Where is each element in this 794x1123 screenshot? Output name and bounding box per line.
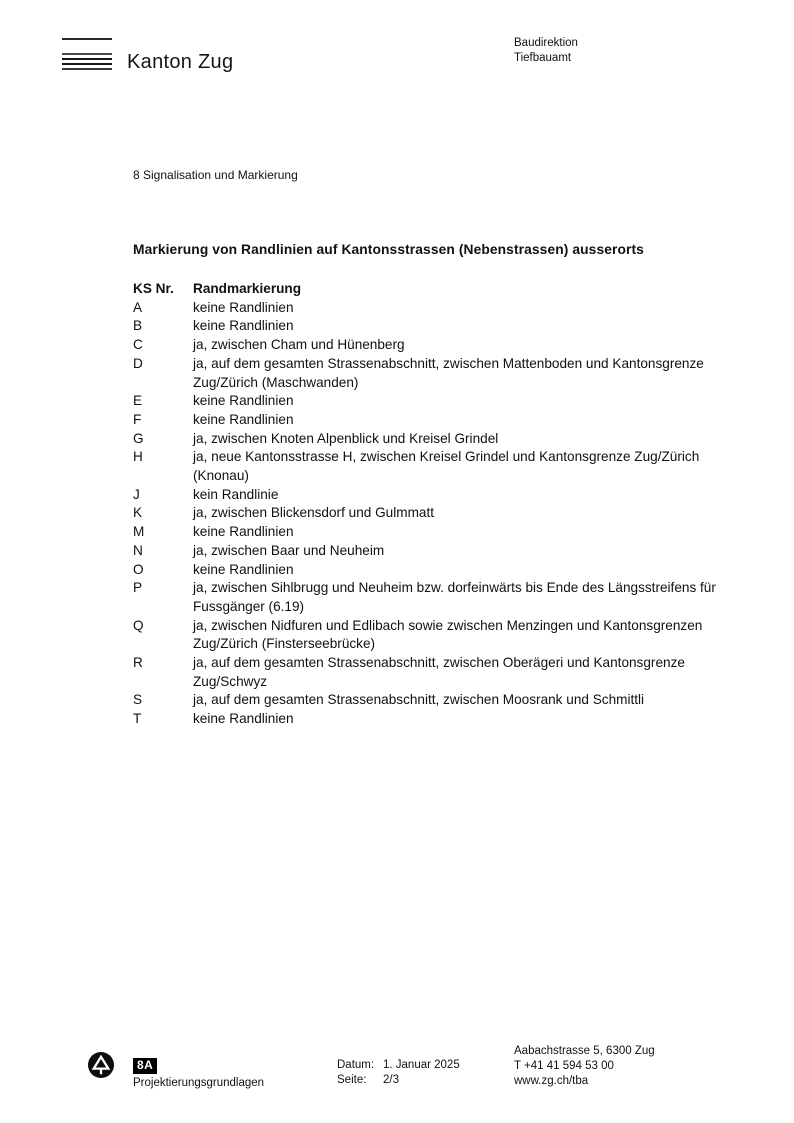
- ks-description: keine Randlinien: [193, 411, 294, 427]
- table-row: [133, 411, 733, 430]
- ks-letter: C: [133, 337, 143, 353]
- ks-description: ja, zwischen Nidfuren und Edlibach sowie zwischen Menzingen und Kantonsgrenzen Zug/Zürich (Finsterseebrücke): [193, 617, 703, 652]
- page-value: 2/3: [383, 1074, 399, 1086]
- ks-description: keine Randlinien: [193, 711, 294, 727]
- logo-stripe: [62, 53, 112, 55]
- ks-letter: J: [133, 486, 140, 502]
- table-row: [133, 299, 733, 318]
- ks-letter: R: [133, 655, 143, 671]
- table-row: [133, 486, 733, 505]
- ks-description: keine Randlinien: [193, 299, 294, 315]
- randmarkierung-table: [133, 280, 733, 729]
- logo-stripe: [62, 58, 112, 61]
- phone-line: T +41 41 594 53 00: [514, 1060, 614, 1073]
- logo-stripe: [62, 38, 112, 40]
- table-row: [133, 317, 733, 336]
- ks-letter: P: [133, 580, 143, 596]
- table-row: [133, 355, 733, 392]
- table-row: [133, 617, 733, 654]
- doc-type-label: Projektierungsgrundlagen: [133, 1077, 265, 1089]
- ks-letter: K: [133, 505, 143, 521]
- ks-description: ja, zwischen Knoten Alpenblick und Kreisel Grindel: [193, 430, 499, 446]
- ks-description: ja, zwischen Blickensdorf und Gulmmatt: [193, 505, 435, 521]
- kanton-zug-logo: [62, 38, 112, 70]
- table-row: [133, 430, 733, 449]
- footer-doc-block: [133, 1056, 264, 1089]
- ks-description: keine Randlinien: [193, 524, 294, 540]
- address-line: Aabachstrasse 5, 6300 Zug: [514, 1045, 655, 1057]
- logo-stripe: [62, 68, 112, 70]
- ks-letter: H: [133, 449, 143, 465]
- logo-stripe: [62, 63, 112, 66]
- table-row: [133, 654, 733, 691]
- header-department-block: [514, 36, 578, 66]
- ks-description: ja, auf dem gesamten Strassenabschnitt, zwischen Moosrank und Schmittli: [193, 692, 645, 708]
- table-row: [133, 504, 733, 523]
- ks-letter: A: [133, 299, 143, 315]
- table-row: [133, 579, 733, 616]
- page-row: [337, 1073, 460, 1088]
- ks-description: ja, neue Kantonsstrasse H, zwischen Kreisel Grindel und Kantonsgrenze Zug/Zürich (Knonau): [193, 449, 700, 484]
- page-title: Markierung von Randlinien auf Kantonsstrassen (Nebenstrassen) ausserorts: [133, 242, 644, 257]
- date-value: 1. Januar 2025: [383, 1059, 460, 1071]
- ks-description: ja, auf dem gesamten Strassenabschnitt, zwischen Mattenboden und Kantonsgrenze Zug/Zürich (Maschwanden): [193, 355, 704, 390]
- section-label: 8 Signalisation und Markierung: [133, 168, 298, 182]
- date-row: [337, 1058, 460, 1073]
- ks-letter: O: [133, 561, 144, 577]
- table-row: [133, 392, 733, 411]
- column-header-randmarkierung: Randmarkierung: [193, 281, 302, 296]
- up-arrow-circle-icon: [88, 1052, 114, 1078]
- ks-description: ja, zwischen Baar und Neuheim: [193, 542, 385, 558]
- department-name: Baudirektion: [514, 37, 578, 49]
- date-label: Datum:: [337, 1059, 375, 1071]
- website-line: www.zg.ch/tba: [514, 1075, 589, 1088]
- ks-letter: N: [133, 542, 143, 558]
- table-row: [133, 448, 733, 485]
- ks-letter: B: [133, 318, 143, 334]
- chapter-badge: 8A: [133, 1058, 157, 1074]
- table-row: [133, 523, 733, 542]
- table-row: [133, 691, 733, 710]
- ks-letter: F: [133, 411, 142, 427]
- table-row: [133, 561, 733, 580]
- column-header-ks-nr: KS Nr.: [133, 281, 174, 296]
- ks-letter: D: [133, 355, 143, 371]
- table-row: [133, 710, 733, 729]
- ks-letter: S: [133, 692, 143, 708]
- table-row: [133, 542, 733, 561]
- ks-description: keine Randlinien: [193, 393, 294, 409]
- ks-description: keine Randlinien: [193, 318, 294, 334]
- ks-description: keine Randlinien: [193, 561, 294, 577]
- office-name: Tiefbauamt: [514, 52, 572, 64]
- footer-contact-block: [514, 1044, 655, 1090]
- ks-letter: Q: [133, 617, 144, 633]
- table-header-row: [133, 280, 733, 299]
- ks-description: ja, auf dem gesamten Strassenabschnitt, zwischen Oberägeri und Kantonsgrenze Zug/Schwyz: [193, 655, 685, 689]
- ks-letter: E: [133, 393, 143, 409]
- ks-description: ja, zwischen Sihlbrugg und Neuheim bzw. dorfeinwärts bis Ende des Längsstreifens für Fussgänger (6.19): [193, 580, 716, 614]
- org-name: Kanton Zug: [127, 51, 234, 73]
- ks-letter: T: [133, 711, 142, 727]
- ks-description: kein Randlinie: [193, 486, 279, 502]
- ks-letter: M: [133, 524, 145, 540]
- ks-letter: G: [133, 430, 144, 446]
- footer-meta-block: [337, 1058, 460, 1088]
- page-label: Seite:: [337, 1074, 367, 1086]
- ks-description: ja, zwischen Cham und Hünenberg: [193, 337, 405, 353]
- table-row: [133, 336, 733, 355]
